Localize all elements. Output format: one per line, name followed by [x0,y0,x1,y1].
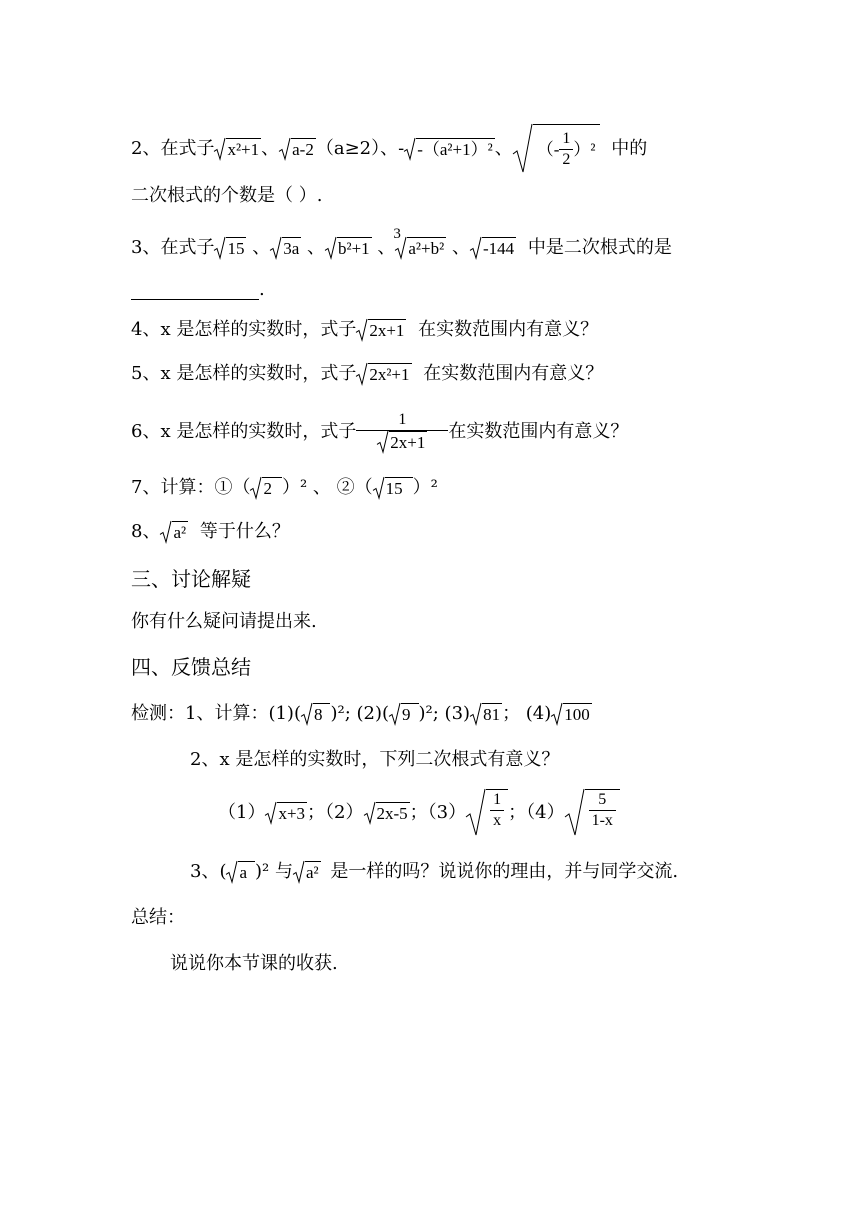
question-5: 5、x 是怎样的实数时，式子 2x²+1 在实数范围内有意义？ [131,363,604,384]
question-7: 7、计算：①（ 2 ）² 、 ②（ 15 ）² [131,477,438,498]
check-item-2: 2、x 是怎样的实数时，下列二次根式有意义？ [190,749,560,770]
question-2-line-1: 2、在式子 x²+1 、 a-2 （a≥2）、- -（a²+1）² 、 （- $\frac{1}{2}$ ）² 中的 [131,124,647,174]
q2-suffix: 中的 [611,138,648,159]
q2-prefix: 2、在式子 [131,138,215,159]
sqrt-5-over-1-minus-x: $\frac{5}{1-x}$ [565,789,620,837]
sqrt-neg-a2-plus-1-squared: -（a²+1）² [404,138,495,161]
question-6: 6、x 是怎样的实数时，式子 $\frac{1}{2x+1}$ 在实数范围内有意义？ [131,411,629,452]
summary-text: 说说你本节课的收获. [170,953,338,974]
sqrt-2x-minus-5: 2x-5 [364,802,410,825]
check-item-2-parts: （1） x+3 ；（2） 2x-5 ；（3） $\frac{1}{x}$ ；（4） $\frac{5}{1-x}$ [218,788,620,838]
sqrt-a-minus-2: a-2 [279,138,316,161]
answer-blank [131,281,259,300]
sqrt-15-b: 15 [373,477,413,500]
sqrt-9: 9 [389,703,419,726]
sqrt-8: 8 [301,703,331,726]
sqrt-x-plus-3: x+3 [265,802,307,825]
check-item-3: 3、( a )² 与 a² 是一样的吗？说说你的理由，并与同学交流. [190,861,679,882]
sqrt-a2-b: a² [293,861,321,884]
section-3-heading: 三、讨论解疑 [131,567,251,591]
sqrt-3a: 3a [270,237,301,260]
summary-label: 总结： [131,907,185,928]
sqrt-neg-144: -144 [470,237,516,260]
sqrt-a: a [226,861,255,884]
sqrt-2x-plus-1: 2x+1 [356,319,406,342]
sqrt-b2-plus-1: b²+1 [325,237,372,260]
sqrt-2: 2 [250,477,282,500]
fraction-one-half: $\frac{1}{2}$ [559,129,573,170]
sqrt-2x2-plus-1: 2x²+1 [356,363,411,386]
question-3-line-1: 3、在式子 15 、 3a 、 b²+1 、 3 a²+b² 、 -144 中是二次根式的是 [131,226,672,258]
sqrt-neg-half-squared: （- $\frac{1}{2}$ ）² [513,124,600,174]
cube-root-a2-plus-b2: 3 a²+b² [393,226,445,258]
sqrt-x2-plus-1: x²+1 [214,138,261,161]
sqrt-15: 15 [214,237,246,260]
section-4-heading: 四、反馈总结 [131,655,251,679]
check-item-1: 检测：1、计算：(1)( 8 )²; (2)( 9 )²; (3) 81 ； (4) 100 [131,703,590,724]
sqrt-81: 81 [470,703,502,726]
question-8: 8、 a² 等于什么？ [131,521,290,542]
section-3-text: 你有什么疑问请提出来. [131,611,317,632]
question-3-line-2: . [131,278,265,302]
question-4: 4、x 是怎样的实数时，式子 2x+1 在实数范围内有意义？ [131,319,599,340]
sqrt-1-over-x: $\frac{1}{x}$ [466,789,508,837]
question-2-line-2: 二次根式的个数是（ ）. [131,185,323,206]
fraction-1-over-sqrt-2x-plus-1: $\frac{1}{2x+1}$ [356,410,448,454]
sqrt-a2: a² [160,521,188,544]
sqrt-100: 100 [551,703,592,726]
